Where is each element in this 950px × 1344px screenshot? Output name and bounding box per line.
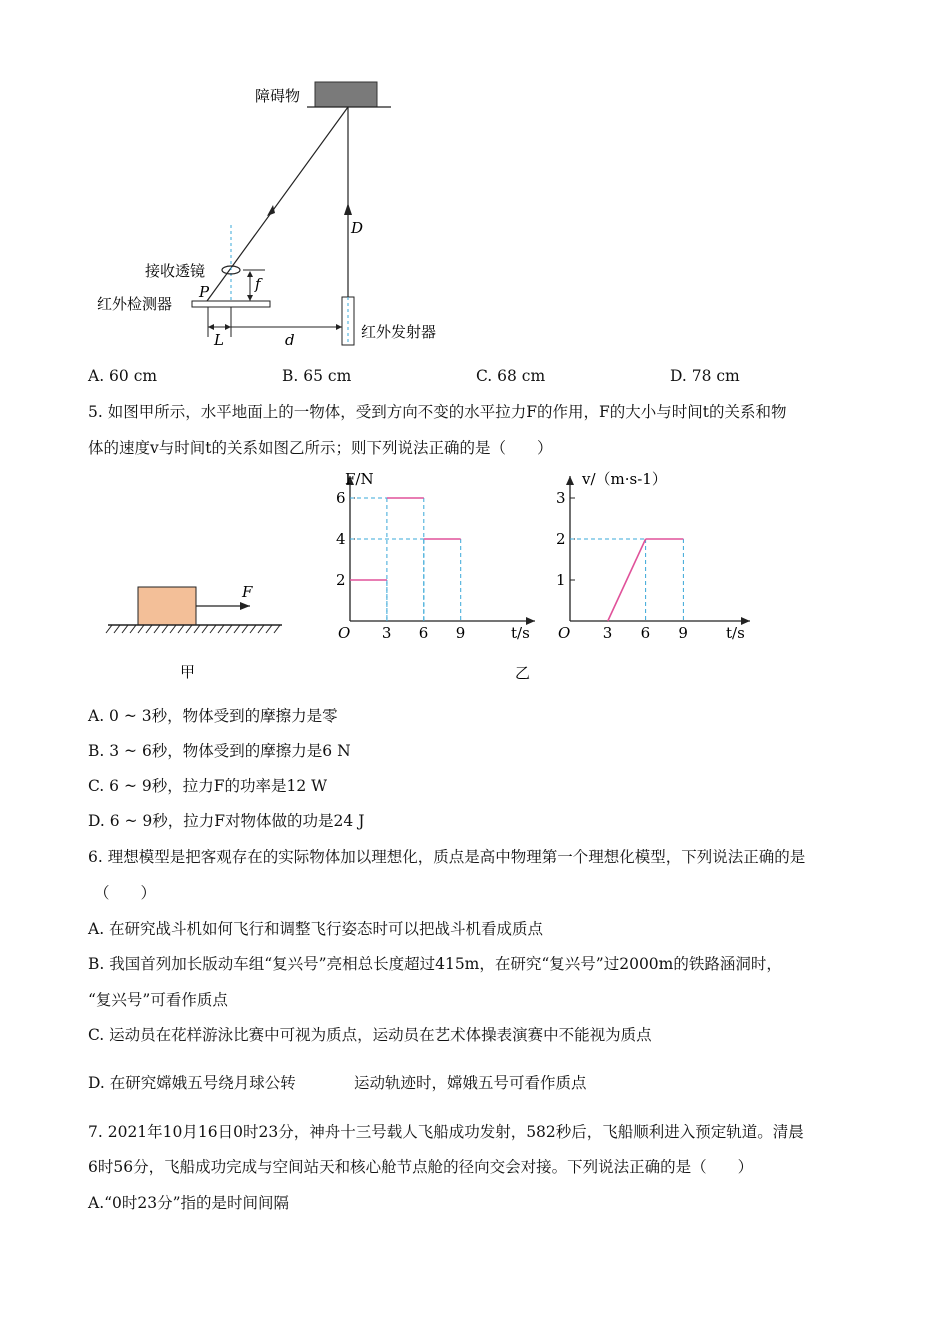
f-chart-y-tick-label: 2 bbox=[336, 571, 346, 589]
undefined-x-tick-label: 6 bbox=[640, 624, 651, 642]
undefined-segment-0 bbox=[608, 539, 646, 621]
q7-stem-line2: 6时56分，飞船成功完成与空间站天和核心舱节点舱的径向交会对接。下列说法正确的是（ ） bbox=[88, 1158, 754, 1176]
detector-bar bbox=[192, 301, 270, 307]
q4-option-d: D. 78 cm bbox=[670, 367, 740, 385]
undefined-y-arrow bbox=[566, 476, 574, 485]
obstacle-label: 障碍物 bbox=[255, 87, 301, 105]
q5-option-a: A. 0 ~ 3秒，物体受到的摩擦力是零 bbox=[88, 707, 338, 725]
q6-option-b: B. 我国首列加长版动车组“复兴号”亮相总长度超过415m，在研究“复兴号”过2000m的铁路涵洞时， bbox=[88, 955, 782, 973]
force-time-chart bbox=[325, 470, 550, 685]
q4-option-a: A. 60 cm bbox=[88, 367, 158, 385]
undefined-origin-label: O bbox=[558, 624, 571, 642]
q6-option-c: C. 运动员在花样游泳比赛中可视为质点，运动员在艺术体操表演赛中不能视为质点 bbox=[88, 1026, 652, 1044]
force-arrow bbox=[240, 602, 250, 610]
f-chart-y-tick-label: 4 bbox=[336, 530, 346, 548]
q4-option-c: C. 68 cm bbox=[476, 367, 546, 385]
L-label: L bbox=[214, 331, 224, 349]
q5-option-d: D. 6 ~ 9秒，拉力F对物体做的功是24 J bbox=[88, 812, 365, 830]
undefined-y-tick-label: 2 bbox=[556, 530, 566, 548]
fig-jia-label: 甲 bbox=[180, 663, 196, 681]
q6-stem-line2: （ ） bbox=[94, 884, 157, 902]
velocity-time-chart bbox=[545, 470, 770, 650]
f-chart-x-tick-label: 6 bbox=[418, 624, 429, 642]
f-chart-x-tick-label: 3 bbox=[381, 624, 392, 642]
fig-yi-label: 乙 bbox=[515, 664, 531, 682]
q7-stem-line1: 7. 2021年10月16日0时23分，神舟十三号载人飞船成功发射，582秒后，飞船顺利进入预定轨道。清晨 bbox=[88, 1123, 804, 1141]
undefined-x-tick-label: 3 bbox=[602, 624, 613, 642]
D-label: D bbox=[351, 219, 364, 237]
D-arrow bbox=[344, 203, 352, 215]
q7-option-a: A.“0时23分”指的是时间间隔 bbox=[88, 1194, 290, 1212]
undefined-x-label: t/s bbox=[726, 624, 745, 642]
emitter-label: 红外发射器 bbox=[361, 323, 437, 341]
q5-stem-line2: 体的速度v与时间t的关系如图乙所示；则下列说法正确的是（ ） bbox=[88, 439, 553, 457]
undefined-y-tick-label: 3 bbox=[556, 489, 566, 507]
reflected-ray bbox=[207, 107, 348, 301]
force-label: F bbox=[242, 583, 253, 601]
q6-option-d-part2: 运动轨迹时，嫦娥五号可看作质点 bbox=[354, 1074, 587, 1092]
q6-option-d-part1: D. 在研究嫦娥五号绕月球公转 bbox=[88, 1074, 296, 1092]
undefined-y-label: v/（m·s-1） bbox=[582, 470, 667, 488]
q6-option-b-cont: “复兴号”可看作质点 bbox=[88, 991, 228, 1009]
rangefinder-figure bbox=[95, 75, 437, 355]
block-figure bbox=[100, 575, 300, 685]
detector-label: 红外检测器 bbox=[97, 295, 173, 313]
f-chart-origin-label: O bbox=[338, 624, 351, 642]
obstacle-block bbox=[315, 82, 377, 107]
f-chart-x-label: t/s bbox=[511, 624, 530, 642]
undefined-x-tick-label: 9 bbox=[678, 624, 688, 642]
q6-stem-line1: 6. 理想模型是把客观存在的实际物体加以理想化，质点是高中物理第一个理想化模型，下列说法正确的是 bbox=[88, 848, 806, 866]
block bbox=[138, 587, 196, 625]
q4-option-b: B. 65 cm bbox=[282, 367, 352, 385]
lens-label: 接收透镜 bbox=[145, 262, 206, 280]
q6-option-a: A. 在研究战斗机如何飞行和调整飞行姿态时可以把战斗机看成质点 bbox=[88, 920, 544, 938]
P-label: P bbox=[199, 283, 210, 301]
f-chart-y-label: F/N bbox=[345, 470, 374, 488]
f-label: f bbox=[255, 275, 261, 293]
undefined-y-tick-label: 1 bbox=[556, 571, 566, 589]
f-chart-y-tick-label: 6 bbox=[336, 489, 346, 507]
q5-option-b: B. 3 ~ 6秒，物体受到的摩擦力是6 N bbox=[88, 742, 351, 760]
f-chart-x-tick-label: 9 bbox=[455, 624, 466, 642]
q5-option-c: C. 6 ~ 9秒，拉力F的功率是12 W bbox=[88, 777, 328, 795]
q5-stem-line1: 5. 如图甲所示，水平地面上的一物体，受到方向不变的水平拉力F的作用，F的大小与时间t的关系和物 bbox=[88, 403, 787, 421]
ray-arrow bbox=[267, 205, 275, 216]
d-label: d bbox=[285, 331, 295, 349]
